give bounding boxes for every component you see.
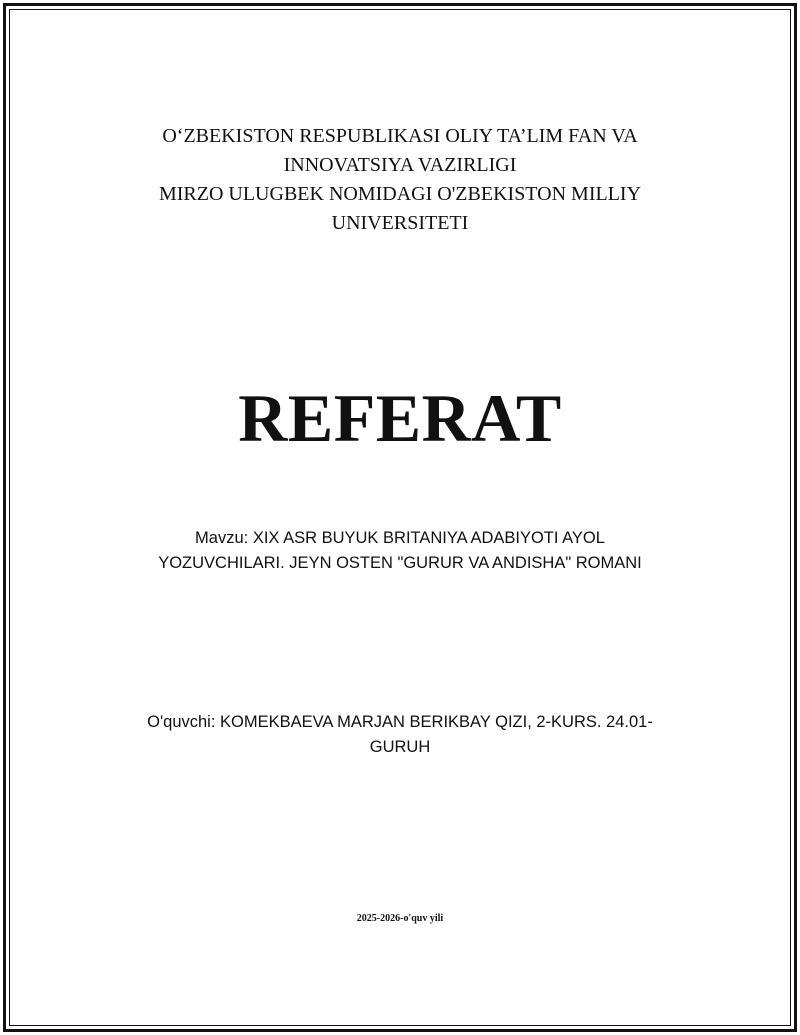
header-line-1: O‘ZBEKISTON RESPUBLIKASI OLIY TA’LIM FAN VA <box>162 125 638 147</box>
ministry-university-header <box>0 122 800 238</box>
student-line-2: GURUH <box>369 738 431 756</box>
topic-block <box>0 526 800 576</box>
header-line-3: MIRZO ULUGBEK NOMIDAGI O'ZBEKISTON MILLIY <box>158 183 642 205</box>
student-block <box>0 710 800 760</box>
topic-line-1: Mavzu: XIX ASR BUYUK BRITANIYA ADABIYOTI AYOL <box>195 529 605 547</box>
academic-year: 2025-2026-o'quv yili <box>356 913 444 924</box>
header-line-4: UNIVERSITETI <box>331 212 469 234</box>
header-line-2: INNOVATSIYA VAZIRLIGI <box>283 154 517 176</box>
document-title: REFERAT <box>238 380 562 456</box>
topic-line-2: YOZUVCHILARI. JEYN OSTEN "GURUR VA ANDISHA" ROMANI <box>158 554 642 572</box>
student-line-1: O'quvchi: KOMEKBAEVA MARJAN BERIKBAY QIZI, 2-KURS. 24.01- <box>147 713 653 731</box>
